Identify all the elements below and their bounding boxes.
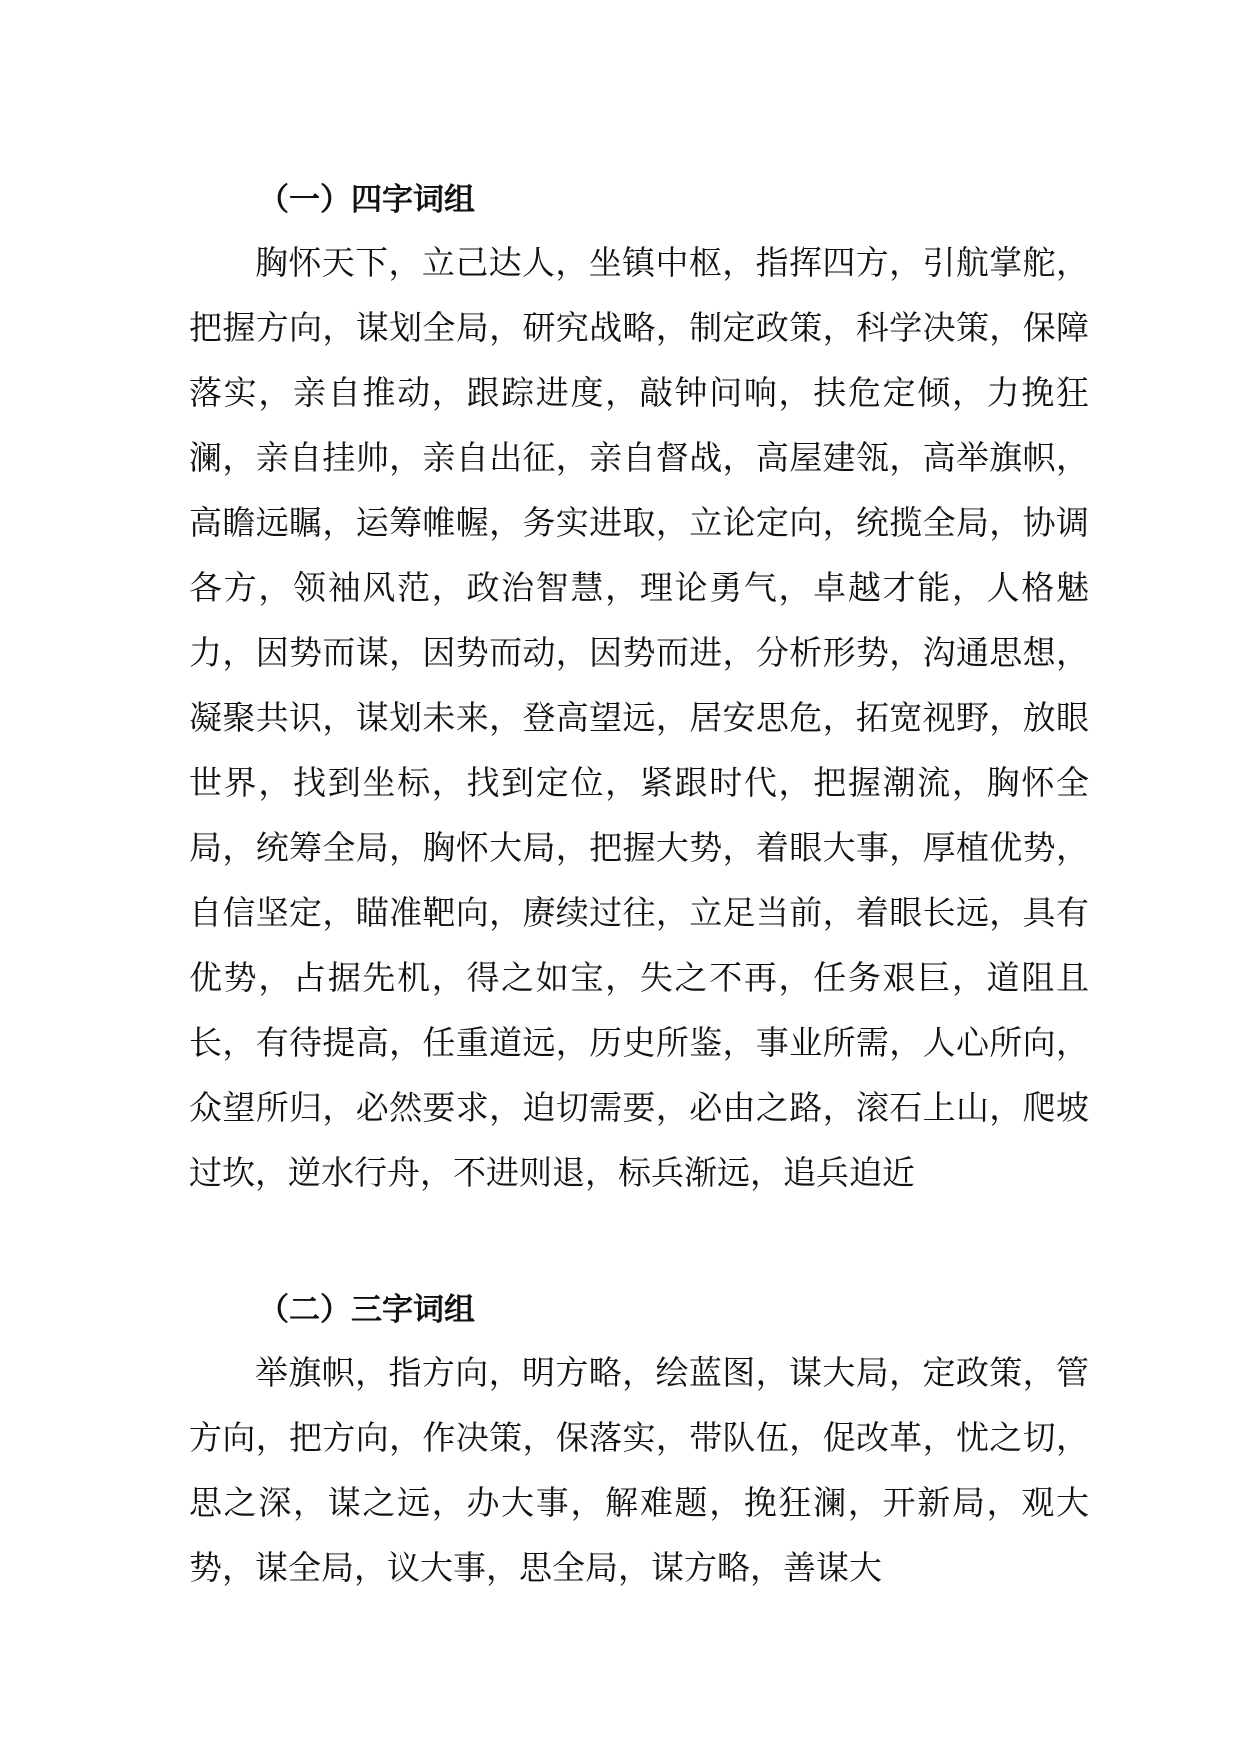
section-heading-four-char: （一）四字词组 <box>258 182 475 218</box>
section-body-three-char: 举旗帜，指方向，明方略，绘蓝图，谋大局，定政策，管方向，把方向，作决策，保落实，带队伍，促改革，忧之切，思之深，谋之远，办大事，解难题，挽狂澜，开新局，观大势，谋全局，议大事，思全局，谋方略，善谋大 <box>189 1353 1089 1587</box>
section-body-four-char: 胸怀天下，立己达人，坐镇中枢，指挥四方，引航掌舵，把握方向，谋划全局，研究战略，制定政策，科学决策，保障落实，亲自推动，跟踪进度，敲钟问响，扶危定倾，力挽狂澜，亲自挂帅，亲自出征，亲自督战，高屋建瓴，高举旗帜，高瞻远瞩，运筹帷幄，务实进取，立论定向，统揽全局，协调各方，领袖风范，政治智慧，理论勇气，卓越才能，人格魅力，因势而谋，因势而动，因势而进，分析形势，沟通思想，凝聚共识，谋划未来，登高望远，居安思危，拓宽视野，放眼世界，找到坐标，找到定位，紧跟时代，把握潮流，胸怀全局，统筹全局，胸怀大局，把握大势，着眼大事，厚植优势，自信坚定，瞄准靶向，赓续过往，立足当前，着眼长远，具有优势，占据先机，得之如宝，失之不再，任务艰巨，道阻且长，有待提高，任重道远，历史所鉴，事业所需，人心所向，众望所归，必然要求，迫切需要，必由之路，滚石上山，爬坡过坎，逆水行舟，不进则退，标兵渐远，追兵迫近 <box>189 243 1089 1192</box>
section-heading-three-char: （二）三字词组 <box>258 1292 475 1328</box>
